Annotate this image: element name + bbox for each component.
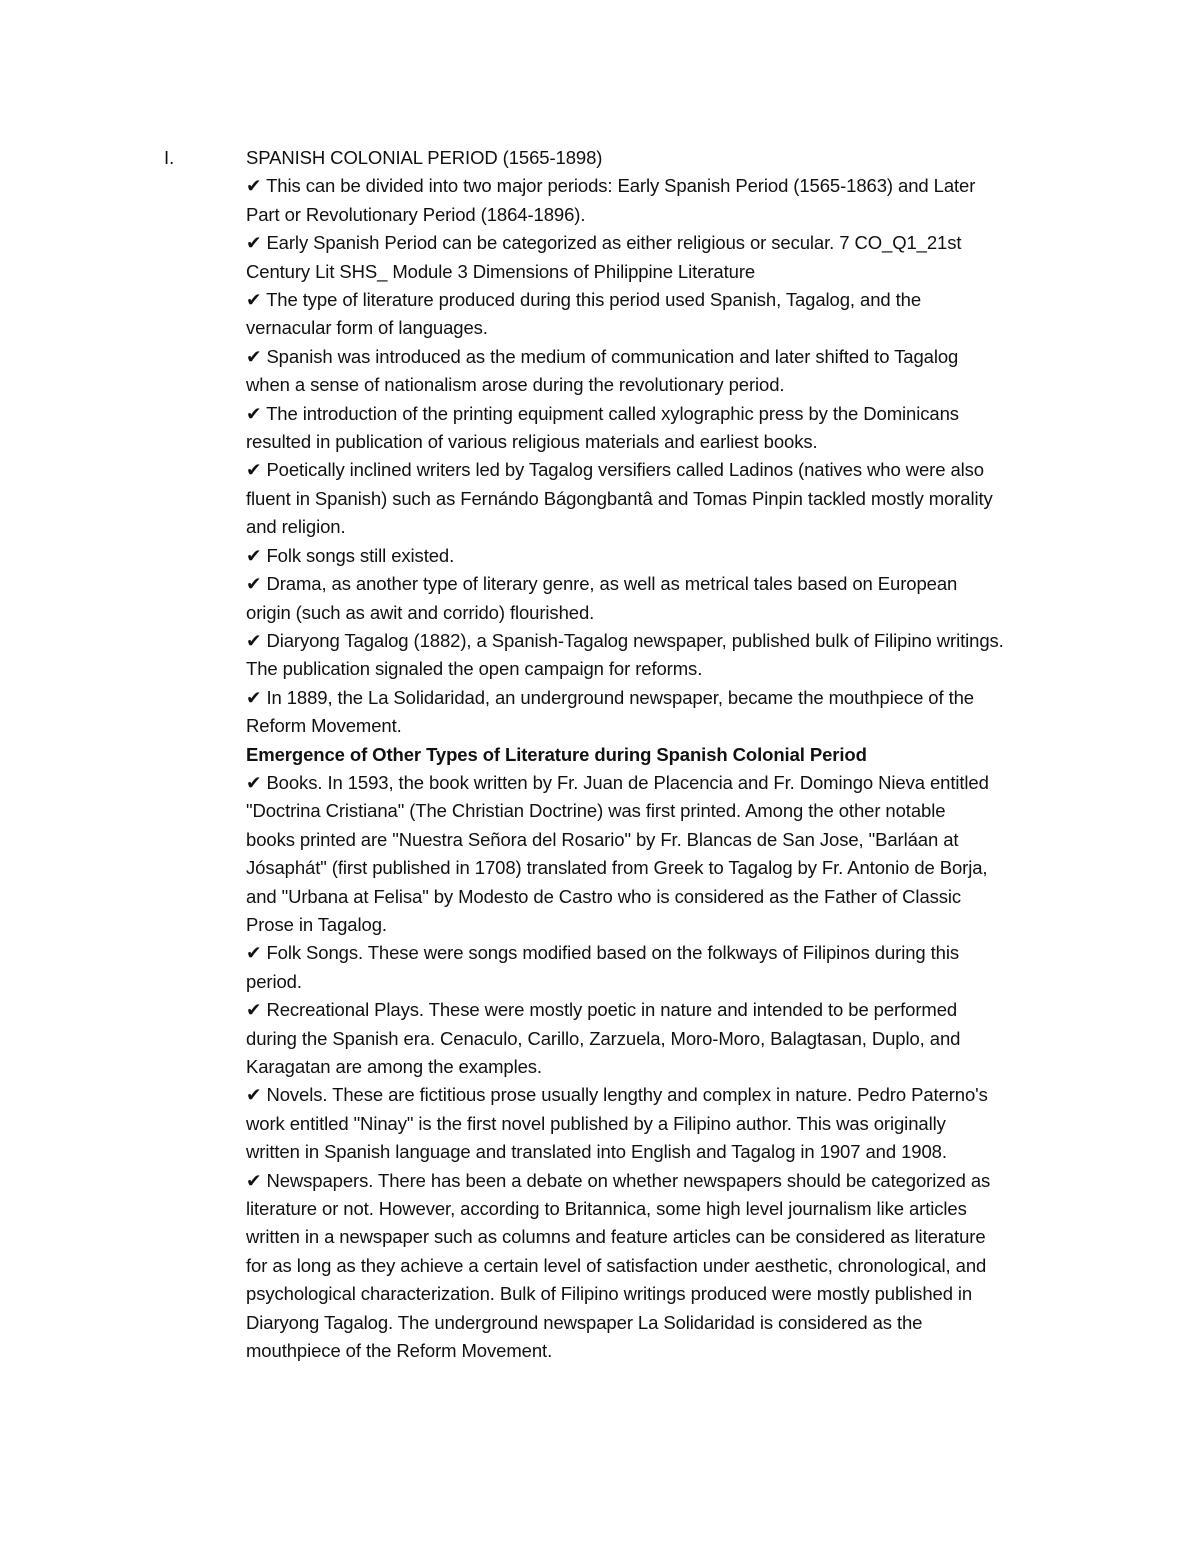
text-line: ✔ Poetically inclined writers led by Tagalog versifiers called Ladinos (natives who were also [246,459,984,481]
text-line: ✔ Folk songs still existed. [246,544,455,566]
text-line: work entitled "Ninay" is the first novel published by a Filipino author. This was originally [246,1112,946,1134]
text-line: Part or Revolutionary Period (1864-1896). [246,203,586,225]
text-line: when a sense of nationalism arose during the revolutionary period. [246,374,785,396]
text-line: period. [246,970,302,992]
text-line: ✔ Early Spanish Period can be categorized as either religious or secular. 7 CO_Q1_21st [246,232,962,254]
section-number: I. [164,147,175,168]
text-line: literature or not. However, according to Britannica, some high level journalism like articles [246,1198,967,1220]
text-line: written in Spanish language and translated into English and Tagalog in 1907 and 1908. [246,1141,947,1163]
section-title: SPANISH COLONIAL PERIOD (1565-1898) [246,147,603,168]
text-line: psychological characterization. Bulk of Filipino writings produced were mostly published in [246,1283,973,1305]
text-line: Century Lit SHS_ Module 3 Dimensions of Philippine Literature [246,260,756,282]
text-line: Reform Movement. [246,715,402,737]
text-line: and "Urbana at Felisa" by Modesto de Castro who is considered as the Father of Classic [246,885,962,907]
text-line: ✔ The type of literature produced during this period used Spanish, Tagalog, and the [246,289,922,311]
text-line: ✔ Diaryong Tagalog (1882), a Spanish-Tagalog newspaper, published bulk of Filipino writings. [246,629,1004,651]
text-line: ✔ In 1889, the La Solidaridad, an underground newspaper, became the mouthpiece of the [246,686,974,708]
text-line: "Doctrina Cristiana" (The Christian Doctrine) was first printed. Among the other notable [246,800,946,822]
text-line: ✔ This can be divided into two major periods: Early Spanish Period (1565-1863) and Later [246,175,976,197]
text-line: Jósaphát" (first published in 1708) translated from Greek to Tagalog by Fr. Antonio de Borja, [246,857,988,879]
text-line: fluent in Spanish) such as Fernándo Bágongbantâ and Tomas Pinpin tackled mostly morality [246,487,993,509]
text-line: Diaryong Tagalog. The underground newspaper La Solidaridad is considered as the [246,1311,923,1333]
text-line: during the Spanish era. Cenaculo, Carillo, Zarzuela, Moro-Moro, Balagtasan, Duplo, and [246,1027,961,1049]
text-line: ✔ The introduction of the printing equipment called xylographic press by the Dominicans [246,402,959,424]
text-line: resulted in publication of various religious materials and earliest books. [246,431,818,453]
text-line: The publication signaled the open campaign for reforms. [246,658,703,680]
text-line: ✔ Recreational Plays. These were mostly poetic in nature and intended to be performed [246,999,958,1021]
text-line: written in a newspaper such as columns and feature articles can be considered as literature [246,1226,986,1248]
document-body [246,144,1076,1365]
text-line: books printed are "Nuestra Señora del Rosario" by Fr. Blancas de San Jose, "Barláan at [246,828,959,850]
text-line: Prose in Tagalog. [246,913,387,935]
text-line: and religion. [246,516,346,538]
text-line: ✔ Books. In 1593, the book written by Fr. Juan de Placencia and Fr. Domingo Nieva entitled [246,771,989,793]
text-line: mouthpiece of the Reform Movement. [246,1340,553,1362]
text-line: vernacular form of languages. [246,317,488,339]
text-line: for as long as they achieve a certain level of satisfaction under aesthetic, chronological, and [246,1254,987,1276]
text-line: ✔ Novels. These are fictitious prose usually lengthy and complex in nature. Pedro Paterno's [246,1084,988,1106]
subheading: Emergence of Other Types of Literature during Spanish Colonial Period [246,743,867,765]
text-line: ✔ Spanish was introduced as the medium of communication and later shifted to Tagalog [246,345,959,367]
text-line: ✔ Newspapers. There has been a debate on whether newspapers should be categorized as [246,1169,991,1191]
text-line: Karagatan are among the examples. [246,1056,542,1077]
text-line: origin (such as awit and corrido) flourished. [246,601,595,623]
text-line: ✔ Folk Songs. These were songs modified based on the folkways of Filipinos during this [246,942,960,964]
text-line: ✔ Drama, as another type of literary genre, as well as metrical tales based on European [246,573,958,595]
